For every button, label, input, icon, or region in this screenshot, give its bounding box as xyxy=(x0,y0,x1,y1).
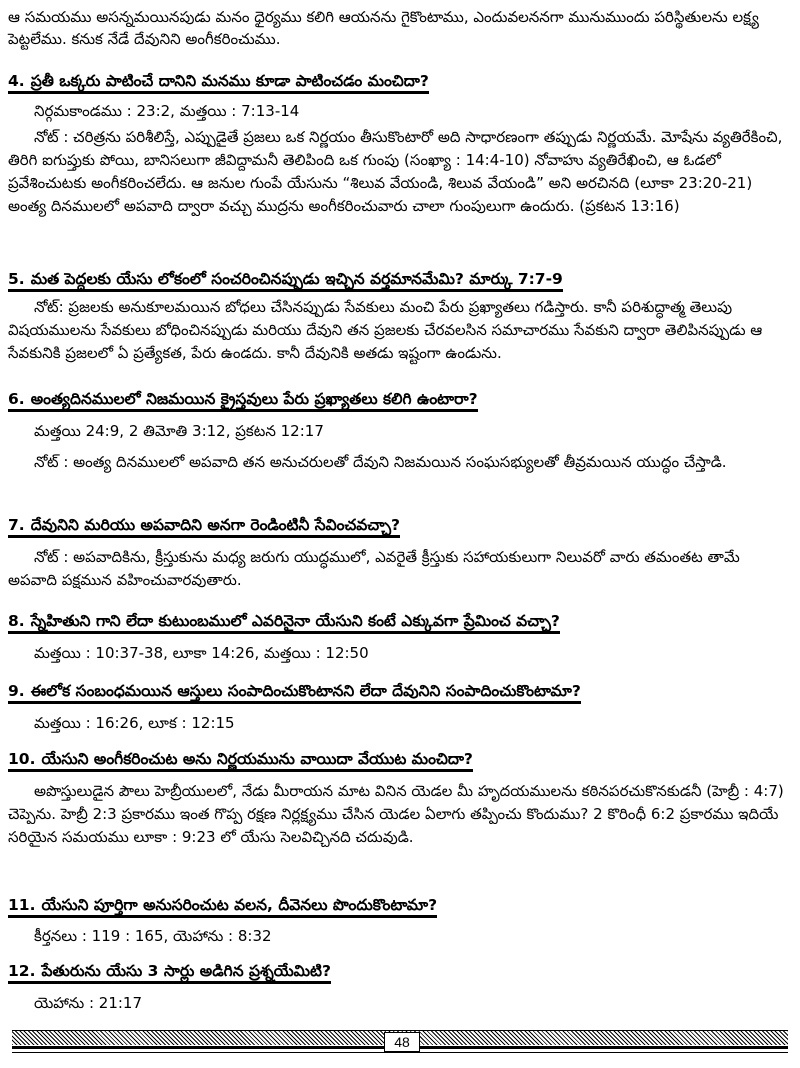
reference-line: యెహాను : 21:17 xyxy=(34,994,143,1012)
section-body xyxy=(8,100,792,218)
reference-line: కీర్తనలు : 119 : 165, యెహాను : 8:32 xyxy=(34,927,272,945)
question-number: 8. xyxy=(8,612,25,630)
heading-underline xyxy=(8,91,429,94)
page-number: 48 xyxy=(384,1032,420,1052)
intro-paragraph xyxy=(8,6,792,50)
question-heading xyxy=(8,70,429,92)
heading-underline xyxy=(8,535,400,538)
heading-underline xyxy=(8,915,437,918)
question-heading xyxy=(8,680,581,702)
question-text: అంత్యదినములలో నిజమయిన క్రైస్తవులు పేరు ప్రఖ్యాతలు కలిగి ఉంటారా? xyxy=(30,390,478,408)
footer-rule-thin xyxy=(12,1052,788,1053)
question-number: 12. xyxy=(8,962,36,980)
page-footer xyxy=(0,1030,800,1068)
section-body xyxy=(8,992,792,1015)
section-body xyxy=(8,546,792,592)
question-text: ప్రతీ ఒక్కరు పాటించే దానిని మనము కూడా పాటించడం మంచిదా? xyxy=(30,72,429,90)
section-body xyxy=(8,642,792,665)
heading-underline xyxy=(8,409,478,412)
section-body xyxy=(8,925,792,948)
question-number: 5. xyxy=(8,270,25,288)
question-heading xyxy=(8,514,400,536)
question-number: 10. xyxy=(8,750,36,768)
question-text: యేసుని అంగీకరించుట అను నిర్ణయమును వాయిదా వేయుట మంచిదా? xyxy=(41,750,473,768)
section-body xyxy=(8,296,792,365)
question-number: 6. xyxy=(8,390,25,408)
question-heading xyxy=(8,960,331,982)
question-number: 4. xyxy=(8,72,25,90)
reference-line: మత్తయి 24:9, 2 తిమోతి 3:12, ప్రకటన 12:17 xyxy=(34,422,324,440)
heading-underline xyxy=(8,631,560,634)
question-text: మత పెద్దలకు యేసు లోకంలో సంచరించినప్పుడు ఇచ్చిన వర్తమానమేమి? మార్కు 7:7-9 xyxy=(30,270,563,288)
question-heading xyxy=(8,894,437,916)
intro-text: ఆ సమయము అసన్నమయినపుడు మనం ధైర్యము కలిగి ఆయనను గైకొంటాము, ఎందువలననగా మునుముందు పరిస్థితులను లక్ష్య పెట్టలేము. కనుక నేడే దేవునిని అంగీకరించుము. xyxy=(8,8,759,48)
question-heading xyxy=(8,610,560,632)
section-body xyxy=(8,420,792,474)
note-paragraph: అపొస్తులుడైన పౌలు హెబ్రీయులలో, నేడు మీరాయన మాట వినిన యెడల మీ హృదయములను కఠినపరచుకొనకుడనీ (హెబ్రీ : 4:7) చెప్పెను. హెబ్రీ 2:3 ప్రకారము ఇంత గొప్ప రక్షణ నిర్లక్ష్యము చేసిన యెడల ఏలాగు తప్పించు కొందుము? 2 కొరింధీ 6:2 ప్రకారము ఇదియే సరియైన సమయము లూకా : 9:23 లో యేసు సెలవిచ్చినది చదువుడి. xyxy=(8,782,784,846)
question-number: 11. xyxy=(8,896,36,914)
question-text: పేతురును యేసు 3 సార్లు అడిగిన ప్రశ్నయేమిటి? xyxy=(41,962,332,980)
note-paragraph: నోట్ : చరిత్రను పరిశీలిస్తే, ఎప్పుడైతే ప్రజలు ఒక నిర్ణయం తీసుకొంటారో అది సాధారణంగా తప్పుడు నిర్ణయమే. మోషేను వ్యతిరేకించి, తిరిగి ఐగుప్తుకు పోయి, బానిసలుగా జీవిద్దామనీ తెలిపింది ఒక గుంపు (సంఖ్యా : 14:4-10) నోవాహు వ్యతిరేఖించి, ఆ ఓడలో ప్రవేశించుటకు అంగీకరించలేదు. ఆ జనుల గుంపే యేసును “శిలువ వేయండి, శిలువ వేయండి” అని అరచినది (లూకా 23:20-21) అంత్య దినములలో అపవాది ద్వారా వచ్చు ముద్రను అంగీకరించువారు చాలా గుంపులుగా ఉందురు. (ప్రకటన 13:16) xyxy=(8,128,783,215)
reference-line: మత్తయి : 16:26, లూక : 12:15 xyxy=(34,714,235,732)
question-text: యేసుని పూర్తిగా అనుసరించుట వలన, దీవెనలు పొందుకొంటామా? xyxy=(41,896,438,914)
reference-line: నిర్గమకాండము : 23:2, మత్తయి : 7:13-14 xyxy=(34,102,300,120)
question-text: ఈలోక సంబంధమయిన ఆస్తులు సంపాదించుకొంటానని లేదా దేవునిని సంపాదించుకొంటామా? xyxy=(30,682,581,700)
question-heading xyxy=(8,388,478,410)
question-number: 9. xyxy=(8,682,25,700)
question-heading xyxy=(8,268,563,290)
heading-underline xyxy=(8,701,581,704)
question-number: 7. xyxy=(8,516,25,534)
question-text: దేవునిని మరియు అపవాదిని అనగా రెండింటినీ సేవించవచ్చా? xyxy=(30,516,401,534)
question-text: స్నేహితుని గాని లేదా కుటుంబములో ఎవరినైనా యేసుని కంటే ఎక్కువగా ప్రేమించ వచ్చా? xyxy=(30,612,560,630)
section-body xyxy=(8,712,792,735)
note-paragraph: నోట్ : అపవాదికిను, క్రీస్తుకును మధ్య జరుగు యుద్ధములో, ఎవరైతే క్రీస్తుకు సహాయకులుగా నిలువరో వారు తమంతట తామే అపవాది పక్షమున వహించువారవుతారు. xyxy=(8,548,740,589)
heading-underline xyxy=(8,981,331,984)
question-heading xyxy=(8,748,473,770)
reference-line: మత్తయి : 10:37-38, లూకా 14:26, మత్తయి : 12:50 xyxy=(34,644,369,662)
note-paragraph: నోట్ : అంత్య దినములలో అపవాది తన అనుచరులతో దేవుని నిజమయిన సంఘసభ్యులతో తీవ్రమయిన యుద్ధం చేస్తాడి. xyxy=(34,453,727,471)
section-body xyxy=(8,780,792,849)
heading-underline xyxy=(8,769,473,772)
note-paragraph: నోట్: ప్రజలకు అనుకూలమయిన బోధలు చేసినప్పుడు సేవకులు మంచి పేరు ప్రఖ్యాతలు గడిస్తారు. కానీ పరిశుద్ధాత్మ తెలుపు విషయములను సేవకులు బోధించినప్పుడు మరియు దేవుని తన ప్రజలకు చేరవలసిన సమాచారము సేవకుని ద్వారా తెలిపినప్పుడు ఆ సేవకునికి ప్రజలలో ఏ ప్రత్యేకత, పేరు ఉండదు. కానీ దేవునికి అతడు ఇష్టంగా ఉండును. xyxy=(8,298,763,362)
heading-underline xyxy=(8,289,563,292)
